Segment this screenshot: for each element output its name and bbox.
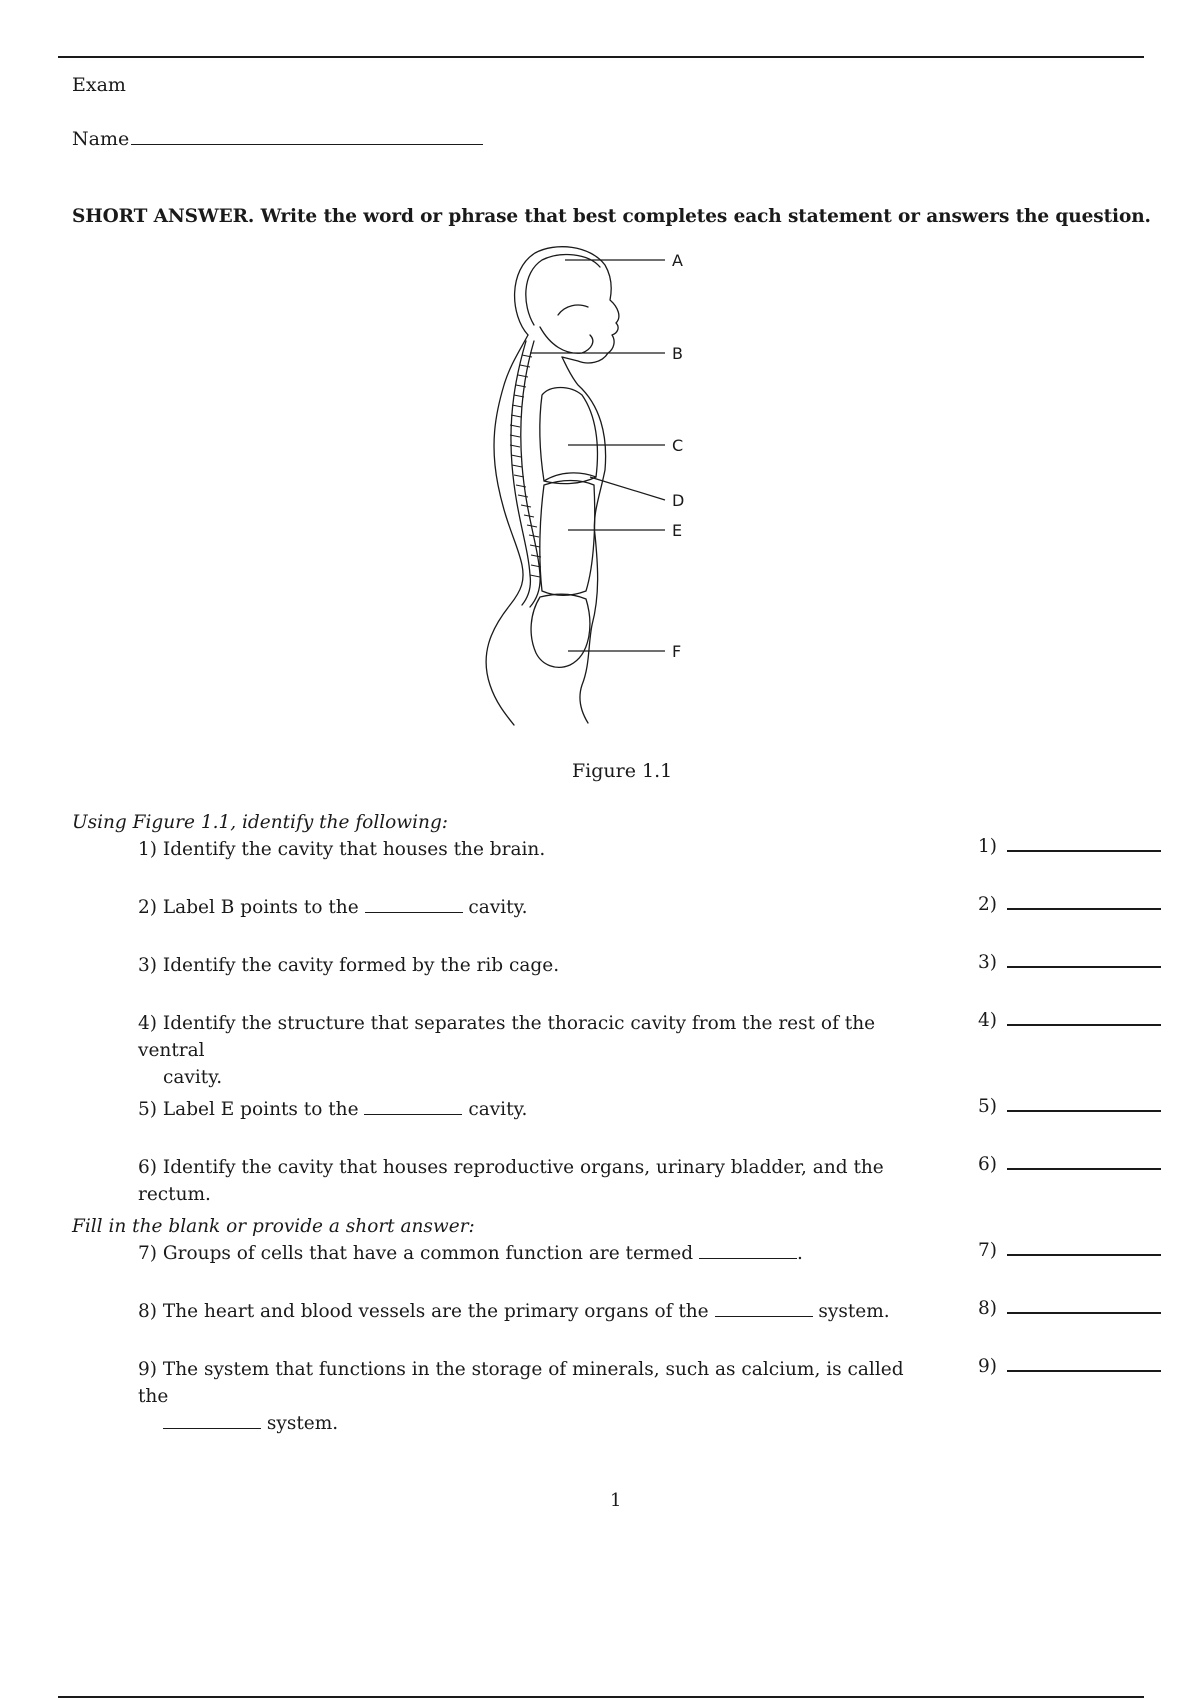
section-heading-1: Using Figure 1.1, identify the following: xyxy=(72,812,449,833)
question-1: 1) Identify the cavity that houses the brain. xyxy=(138,839,546,860)
answer-line[interactable] xyxy=(1007,836,1161,852)
answer-line[interactable] xyxy=(1007,1240,1161,1256)
figure-label-c: C xyxy=(672,436,684,455)
question-2: 2) Label B points to the cavity. xyxy=(138,897,528,918)
answer-4[interactable]: 4) xyxy=(978,1010,1161,1031)
body-cavities-figure xyxy=(470,245,760,760)
inline-blank[interactable] xyxy=(163,1412,261,1429)
inline-blank[interactable] xyxy=(715,1300,813,1317)
question-7: 7) Groups of cells that have a common function are termed . xyxy=(138,1243,803,1264)
answer-line[interactable] xyxy=(1007,1298,1161,1314)
top-rule xyxy=(58,56,1144,58)
cranial-inner xyxy=(526,255,600,325)
answer-line[interactable] xyxy=(1007,1010,1161,1026)
abdominal-cavity xyxy=(540,481,595,596)
bottom-rule xyxy=(58,1696,1144,1698)
figure-label-b: B xyxy=(672,344,683,363)
figure-label-a: A xyxy=(672,251,683,270)
pelvic-cavity xyxy=(531,594,590,667)
exam-label: Exam xyxy=(72,74,126,96)
answer-8[interactable]: 8) xyxy=(978,1298,1161,1319)
inline-blank[interactable] xyxy=(364,1098,462,1115)
question-5: 5) Label E points to the cavity. xyxy=(138,1099,528,1120)
figure-label-e: E xyxy=(672,521,683,540)
instructions: SHORT ANSWER. Write the word or phrase that best completes each statement or answers the question. xyxy=(72,206,1151,227)
answer-line[interactable] xyxy=(1007,894,1161,910)
thoracic-cavity xyxy=(540,388,598,484)
answer-1[interactable]: 1) xyxy=(978,836,1161,857)
question-8: 8) The heart and blood vessels are the primary organs of the system. xyxy=(138,1301,890,1322)
spinal-canal xyxy=(511,341,530,605)
jaw xyxy=(540,327,593,353)
figure-label-d: D xyxy=(672,491,685,510)
question-6: 6) Identify the cavity that houses reproductive organs, urinary bladder, and the rectum. xyxy=(138,1157,884,1205)
skull-outline xyxy=(515,247,619,363)
name-row xyxy=(72,126,483,150)
answer-3[interactable]: 3) xyxy=(978,952,1161,973)
figure-caption: Figure 1.1 xyxy=(572,760,673,782)
inline-blank[interactable] xyxy=(365,896,463,913)
figure-label-f: F xyxy=(672,642,682,661)
answer-7[interactable]: 7) xyxy=(978,1240,1161,1261)
section-heading-2: Fill in the blank or provide a short answer: xyxy=(72,1216,475,1237)
answer-9[interactable]: 9) xyxy=(978,1356,1161,1377)
answer-2[interactable]: 2) xyxy=(978,894,1161,915)
question-4: 4) Identify the structure that separates the thoracic cavity from the rest of the ventral cavity. xyxy=(138,1013,876,1088)
question-9: 9) The system that functions in the storage of minerals, such as calcium, is called the system. xyxy=(138,1359,904,1434)
answer-line[interactable] xyxy=(1007,1154,1161,1170)
answer-5[interactable]: 5) xyxy=(978,1096,1161,1117)
answer-6[interactable]: 6) xyxy=(978,1154,1161,1175)
question-3: 3) Identify the cavity formed by the rib cage. xyxy=(138,955,560,976)
name-input-line[interactable] xyxy=(131,126,483,145)
name-label: Name xyxy=(72,128,130,150)
answer-line[interactable] xyxy=(1007,1356,1161,1372)
front-outline xyxy=(562,357,606,723)
page-number: 1 xyxy=(610,1490,622,1511)
inline-blank[interactable] xyxy=(699,1242,797,1259)
answer-line[interactable] xyxy=(1007,952,1161,968)
answer-line[interactable] xyxy=(1007,1096,1161,1112)
